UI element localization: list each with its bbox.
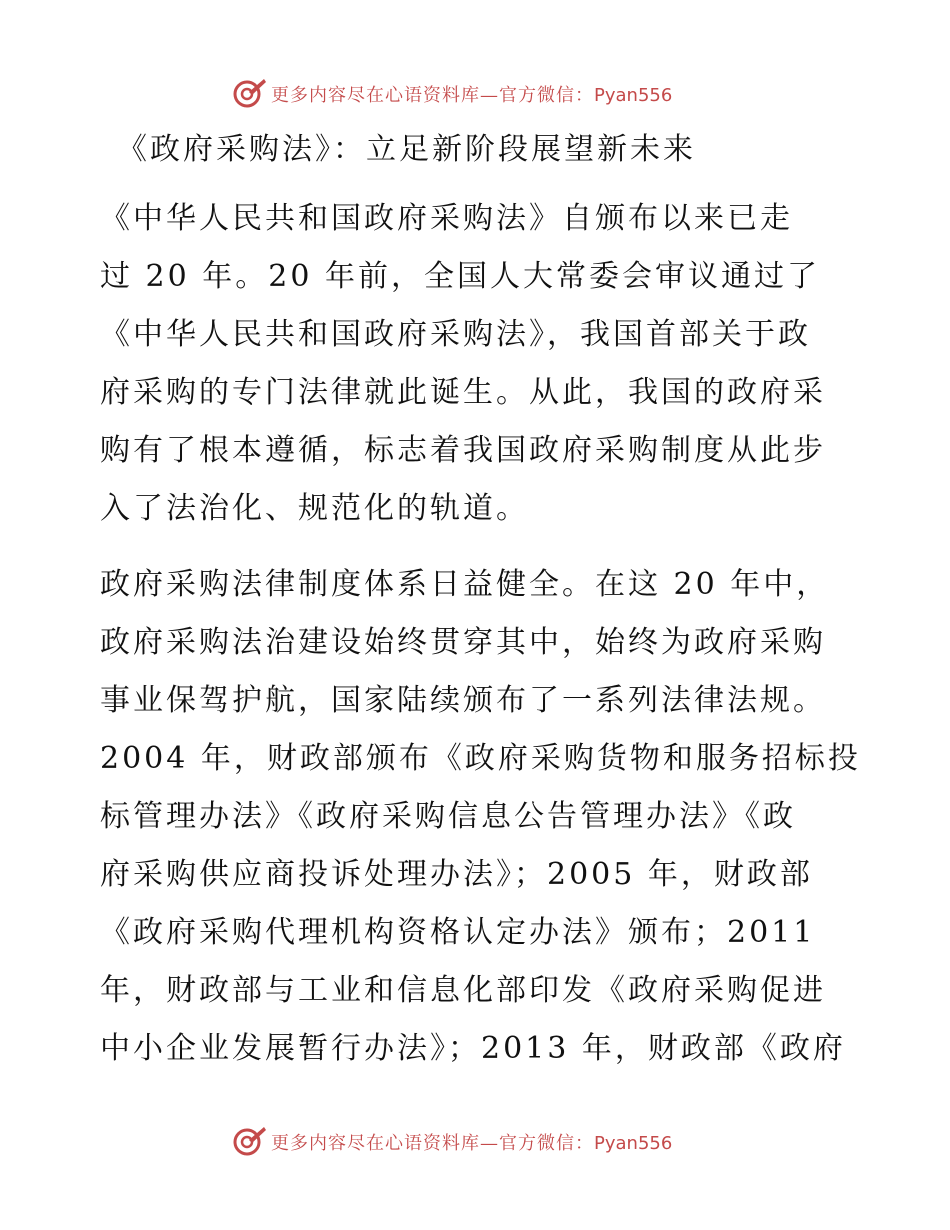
- text-line: 入了法治化、规范化的轨道。: [100, 491, 529, 526]
- text-line: 中小企业发展暂行办法》；2013 年，财政部《政府: [100, 1031, 846, 1066]
- banner-text: 更多内容尽在心语资料库—官方微信：Pyan556: [271, 1133, 673, 1154]
- document-title: 《政府采购法》：立足新阶段展望新未来: [117, 132, 696, 167]
- text-line: 《中华人民共和国政府采购法》，我国首部关于政: [100, 317, 811, 352]
- text-line: 购有了根本遵循，标志着我国政府采购制度从此步: [100, 433, 826, 468]
- text-line: 事业保驾护航，国家陆续颁布了一系列法律法规。: [100, 683, 826, 718]
- text-line: 府采购供应商投诉处理办法》；2005 年，财政部: [100, 857, 813, 892]
- text-line: 2004 年，财政部颁布《政府采购货物和服务招标投: [100, 741, 861, 776]
- text-line: 过 20 年。20 年前，全国人大常委会审议通过了: [100, 259, 820, 294]
- text-line: 《中华人民共和国政府采购法》自颁布以来已走: [100, 201, 793, 236]
- brand-logo-icon: [232, 1124, 268, 1158]
- text-line: 《政府采购代理机构资格认定办法》颁布；2011: [100, 915, 816, 950]
- banner-text: 更多内容尽在心语资料库—官方微信：Pyan556: [271, 85, 673, 106]
- header-banner: [0, 72, 950, 112]
- text-line: 年，财政部与工业和信息化部印发《政府采购促进: [100, 973, 826, 1008]
- brand-logo-icon: [232, 76, 268, 110]
- paragraph-2: [100, 556, 860, 1078]
- text-line: 标管理办法》《政府采购信息公告管理办法》《政: [100, 799, 796, 834]
- text-line: 政府采购法律制度体系日益健全。在这 20 年中，: [100, 567, 830, 602]
- text-line: 政府采购法治建设始终贯穿其中，始终为政府采购: [100, 625, 826, 660]
- text-line: 府采购的专门法律就此诞生。从此，我国的政府采: [100, 375, 826, 410]
- footer-banner: [0, 1120, 950, 1160]
- paragraph-1: [100, 190, 860, 538]
